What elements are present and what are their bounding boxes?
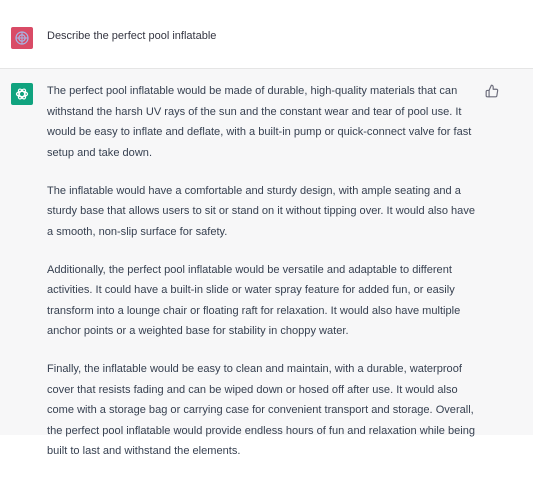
answer-paragraph: The perfect pool inflatable would be made of durable, high-quality materials that can withstand the harsh UV rays of the sun and the constant wear and tear of pool use. It would be easy to inflate and deflate, with a built-in pump or quick-connect valve for fast setup and take down. bbox=[47, 85, 472, 159]
user-avatar-icon bbox=[14, 30, 30, 46]
answer-paragraph: The inflatable would have a comfortable and sturdy design, with ample seating and a sturdy base that allows users to sit or stand on it without tipping over. It would also have a smooth, non-slip surface for safety. bbox=[47, 184, 475, 238]
assistant-avatar bbox=[11, 83, 33, 105]
openai-logo-icon bbox=[14, 86, 30, 102]
assistant-message-text bbox=[47, 81, 479, 479]
user-message-row bbox=[0, 0, 533, 69]
thumbs-up-icon bbox=[485, 84, 499, 98]
user-avatar bbox=[11, 27, 33, 49]
assistant-message-row bbox=[0, 69, 533, 457]
answer-paragraph: Finally, the inflatable would be easy to clean and maintain, with a durable, waterproof cover that resists fading and can be wiped down or hosed off after use. It would also come with a storage bag or carrying case for convenient transport and storage. Overall, the perfect pool inflatable would provide endless hours of fun and relaxation while being built to last and withstand the elements. bbox=[47, 363, 476, 457]
user-message-text: Describe the perfect pool inflatable bbox=[47, 30, 217, 42]
thumbs-up-button[interactable] bbox=[485, 84, 499, 98]
answer-paragraph: Additionally, the perfect pool inflatable would be versatile and adaptable to different activities. It could have a built-in slide or water spray feature for added fun, or easily transform into a lounge chair or floating raft for relaxation. It would also have multiple anchor points or a weighted base for stability in choppy water. bbox=[47, 263, 461, 337]
